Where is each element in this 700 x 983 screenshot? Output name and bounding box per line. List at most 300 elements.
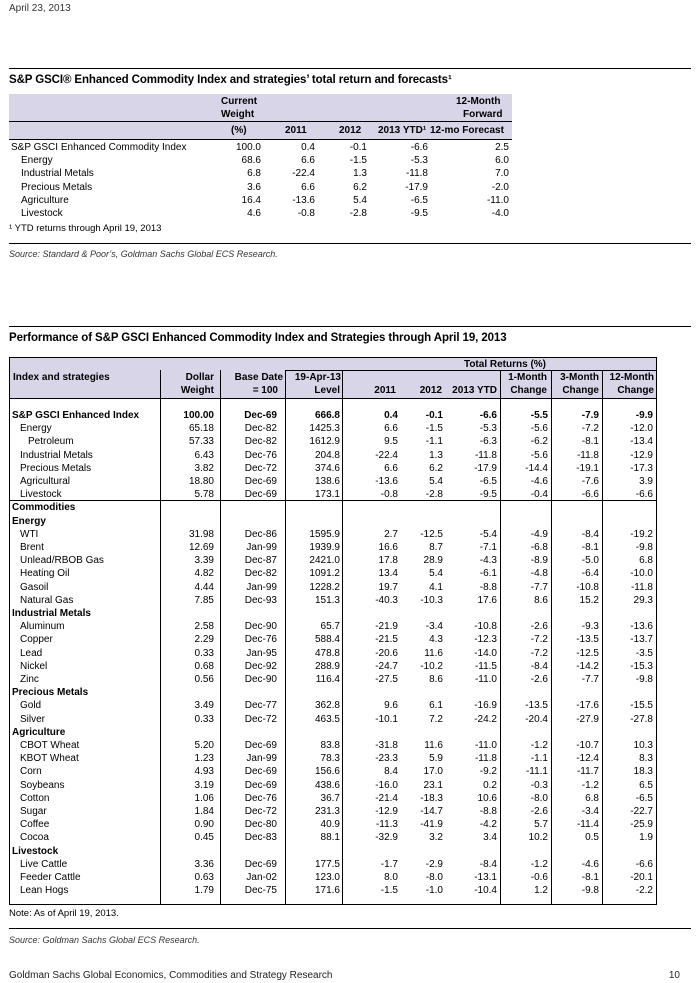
- cell-m12: -15.5: [630, 700, 653, 712]
- cell-y2011: -10.1: [375, 713, 398, 725]
- cell-level: 288.9: [314, 660, 340, 672]
- cell-b: -1.5: [349, 155, 367, 167]
- cell-ytd: -6.3: [479, 436, 497, 448]
- cell-base: Jan-02: [246, 872, 277, 883]
- cell-y2012: -12.5: [420, 528, 443, 540]
- cell-m1: -4.8: [530, 568, 548, 580]
- cell-w: 3.6: [247, 181, 261, 193]
- cell-ytd: -10.4: [474, 885, 497, 897]
- cell-ytd: -17.9: [474, 462, 497, 474]
- cell-ytd: -6.5: [479, 476, 497, 487]
- row-label: Agriculture: [21, 194, 69, 206]
- cell-level: 1091.2: [309, 568, 340, 580]
- cell-level: 1612.9: [309, 436, 340, 448]
- cell-m3: -7.2: [581, 423, 599, 435]
- cell-y2011: 19.7: [378, 581, 398, 593]
- table-row: [9, 155, 512, 168]
- cell-f: 2.5: [495, 142, 509, 153]
- cell-m12: -6.5: [635, 792, 653, 804]
- cell-b: -2.8: [349, 207, 367, 219]
- cell-level: 1228.2: [309, 581, 340, 593]
- cell-base: Dec-80: [244, 819, 277, 831]
- cell-c: -6.6: [410, 142, 428, 153]
- table-row: [10, 859, 656, 872]
- cell-y2011: 9.5: [384, 436, 398, 448]
- cell-y2011: -16.0: [375, 779, 398, 791]
- row-label: Petroleum: [28, 436, 74, 448]
- table1: [9, 94, 512, 221]
- col-2012: 2012: [339, 125, 362, 136]
- cell-level: 2421.0: [309, 555, 340, 567]
- cell-m3: -11.7: [576, 766, 599, 778]
- row-label: Industrial Metals: [12, 608, 91, 619]
- cell-m1: -2.6: [530, 621, 548, 633]
- cell-y2011: -13.6: [375, 476, 398, 487]
- cell-ytd: -10.8: [474, 621, 497, 633]
- cell-y2012: 8.7: [429, 542, 443, 553]
- table-row: [10, 714, 656, 727]
- cell-ytd: -16.9: [474, 700, 497, 712]
- cell-weight: 2.58: [194, 621, 214, 633]
- cell-m3: -9.8: [581, 885, 599, 897]
- row-label: Agricultural: [20, 476, 71, 487]
- row-label: Gold: [20, 700, 42, 712]
- cell-y2011: 6.6: [384, 423, 398, 435]
- cell-m12: 3.9: [639, 476, 653, 487]
- cell-m12: -13.7: [630, 634, 653, 646]
- cell-y2011: -21.5: [375, 634, 398, 646]
- cell-f: 7.0: [495, 168, 509, 180]
- cell-m3: 0.5: [585, 832, 599, 844]
- cell-m1: -13.5: [525, 700, 548, 712]
- cell-y2012: 7.2: [429, 713, 443, 725]
- row-label: Sugar: [20, 806, 47, 817]
- table2: [9, 357, 657, 905]
- cell-level: 463.5: [314, 713, 340, 725]
- cell-m1: -1.2: [530, 740, 548, 751]
- row-label: Energy: [21, 155, 53, 167]
- cell-level: 362.8: [314, 700, 340, 712]
- cell-y2012: -1.5: [425, 423, 443, 435]
- cell-base: Dec-69: [244, 779, 277, 791]
- col-level2: Level: [314, 385, 340, 396]
- cell-base: Dec-92: [244, 660, 277, 672]
- table-row: [10, 806, 656, 819]
- cell-y2011: -21.4: [375, 792, 398, 804]
- cell-ytd: -5.4: [479, 528, 497, 540]
- cell-f: -4.0: [491, 207, 509, 219]
- cell-weight: 0.33: [194, 647, 214, 659]
- col-weight: Weight: [180, 385, 214, 396]
- row-label: Aluminum: [20, 621, 65, 633]
- cell-y2011: -32.9: [375, 832, 398, 844]
- cell-ytd: -24.2: [474, 713, 497, 725]
- cell-y2011: 13.4: [378, 568, 398, 580]
- col-2011: 2011: [374, 385, 396, 396]
- cell-w: 6.8: [247, 168, 261, 180]
- cell-ytd: -5.3: [479, 423, 497, 435]
- cell-weight: 0.68: [194, 660, 214, 672]
- cell-y2011: 9.6: [384, 700, 398, 712]
- cell-ytd: -11.8: [474, 449, 497, 461]
- row-label: Corn: [20, 766, 42, 778]
- cell-m1: -14.4: [525, 462, 548, 474]
- cell-m3: -8.4: [581, 528, 599, 540]
- cell-y2012: -2.9: [425, 858, 443, 870]
- cell-y2011: -11.3: [375, 819, 398, 831]
- cell-b: 1.3: [353, 168, 367, 180]
- cell-weight: 1.84: [194, 806, 214, 817]
- table-row: [10, 661, 656, 674]
- table-row: [10, 595, 656, 608]
- cell-weight: 1.23: [194, 753, 214, 765]
- cell-ytd: 0.2: [483, 779, 497, 791]
- cell-m1: -8.0: [530, 792, 548, 804]
- row-label: Zinc: [20, 674, 39, 685]
- cell-y2012: 17.0: [423, 766, 443, 778]
- table-row: [10, 634, 656, 647]
- cell-level: 83.8: [320, 740, 340, 751]
- cell-y2012: 11.6: [424, 740, 443, 751]
- col-base: Base Date: [234, 372, 283, 383]
- table-row: [10, 423, 656, 436]
- cell-base: Dec-90: [244, 674, 277, 685]
- col-forecast: 12-mo Forecast: [430, 125, 504, 136]
- table2-title: Performance of S&P GSCI Enhanced Commodity Index and Strategies through April 19, 2013: [9, 332, 507, 344]
- cell-base: Dec-69: [244, 476, 277, 487]
- cell-y2012: 5.9: [429, 753, 443, 765]
- cell-m3: -27.9: [576, 713, 599, 725]
- row-label: Precious Metals: [20, 462, 92, 474]
- row-label: Silver: [20, 713, 46, 725]
- cell-weight: 3.49: [194, 700, 214, 712]
- page-number: 10: [668, 970, 680, 981]
- cell-m12: 6.8: [639, 555, 653, 567]
- cell-level: 40.9: [320, 819, 340, 831]
- row-label: Soybeans: [20, 779, 65, 791]
- cell-m1: -8.4: [530, 660, 548, 672]
- cell-b: 6.2: [353, 181, 367, 193]
- cell-ytd: -4.2: [479, 819, 497, 831]
- cell-y2012: -1.1: [425, 436, 443, 448]
- cell-y2012: -1.0: [425, 885, 443, 897]
- cell-m3: -5.0: [581, 555, 599, 567]
- cell-m1: -8.9: [530, 555, 548, 567]
- cell-m12: -15.3: [630, 660, 653, 672]
- divider: [9, 68, 691, 69]
- cell-m3: -14.2: [576, 660, 599, 672]
- cell-m12: -17.3: [630, 462, 653, 474]
- cell-base: Dec-82: [244, 423, 277, 435]
- cell-y2011: 17.8: [378, 555, 398, 567]
- cell-m1: -4.9: [530, 528, 548, 540]
- table-row: [10, 621, 656, 634]
- cell-m3: -7.6: [581, 476, 599, 487]
- col-3m-change: Change: [562, 385, 599, 396]
- cell-y2012: 6.2: [429, 462, 443, 474]
- table2-source: Source: Goldman Sachs Global ECS Research.: [9, 935, 200, 945]
- row-label: Precious Metals: [12, 687, 89, 699]
- table2-header: [10, 358, 656, 399]
- cell-base: Dec-77: [244, 700, 277, 712]
- cell-c: -9.5: [410, 207, 428, 219]
- cell-m1: -20.4: [525, 713, 548, 725]
- cell-a: 6.6: [301, 155, 315, 167]
- cell-ytd: -4.3: [479, 555, 497, 567]
- cell-weight: 0.33: [194, 713, 214, 725]
- table-row: [9, 168, 512, 181]
- table-row: [10, 436, 656, 449]
- row-label: Lead: [20, 647, 43, 659]
- divider: [9, 928, 691, 929]
- table2-note: Note: As of April 19, 2013.: [9, 908, 119, 919]
- cell-weight: 57.33: [188, 436, 214, 448]
- cell-weight: 5.20: [194, 740, 214, 751]
- cell-m1: -7.2: [530, 634, 548, 646]
- row-label: Gasoil: [20, 581, 49, 593]
- cell-y2011: 0.4: [384, 410, 398, 421]
- cell-level: 478.8: [314, 647, 340, 659]
- row-label: Unlead/RBOB Gas: [20, 555, 104, 567]
- cell-m1: -6.8: [530, 542, 548, 553]
- cell-m12: 10.3: [633, 740, 653, 751]
- cell-m1: -0.3: [530, 779, 548, 791]
- cell-ytd: -12.3: [474, 634, 497, 646]
- cell-m12: -25.9: [630, 819, 653, 831]
- cell-base: Dec-82: [244, 436, 277, 448]
- col-base2: = 100: [252, 385, 278, 396]
- table-row: [9, 182, 512, 195]
- table-row: [10, 766, 656, 779]
- cell-m1: -5.5: [530, 410, 548, 421]
- report-date: April 23, 2013: [9, 3, 71, 14]
- divider: [9, 326, 691, 327]
- row-label: Heating Oil: [20, 568, 70, 580]
- cell-base: Dec-76: [244, 449, 277, 461]
- row-label: Lean Hogs: [20, 885, 69, 897]
- cell-m3: -10.7: [576, 740, 599, 751]
- col-weight: Weight: [221, 109, 255, 120]
- cell-y2011: -1.5: [380, 885, 398, 897]
- cell-weight: 100.00: [183, 410, 214, 421]
- col-dollar: Dollar: [185, 372, 214, 383]
- cell-level: 123.0: [314, 872, 340, 883]
- cell-weight: 4.82: [194, 568, 214, 580]
- cell-y2012: -10.2: [420, 660, 443, 672]
- cell-c: -5.3: [410, 155, 428, 167]
- cell-m12: -20.1: [630, 872, 653, 883]
- section-heading: [10, 516, 656, 529]
- row-label: S&P GSCI Enhanced Index: [12, 410, 140, 421]
- cell-m1: -1.1: [530, 753, 548, 765]
- cell-base: Jan-99: [246, 581, 277, 593]
- cell-ytd: 17.6: [477, 594, 497, 606]
- cell-m3: -10.8: [576, 581, 599, 593]
- cell-y2011: -22.4: [375, 449, 398, 461]
- cell-m1: -2.6: [530, 806, 548, 817]
- row-label: Copper: [20, 634, 53, 646]
- row-label: Cotton: [20, 792, 50, 804]
- table-row: [10, 476, 656, 489]
- cell-m1: -2.6: [530, 674, 548, 685]
- cell-m3: -1.2: [581, 779, 599, 791]
- cell-base: Dec-69: [244, 489, 277, 501]
- cell-weight: 12.69: [188, 542, 214, 553]
- col-pct: (%): [231, 125, 247, 136]
- table-row: [10, 463, 656, 476]
- cell-level: 151.3: [314, 594, 340, 606]
- cell-m3: -8.1: [581, 436, 599, 448]
- cell-y2012: 28.9: [423, 555, 443, 567]
- col-level: 19-Apr-13: [294, 372, 341, 383]
- cell-m12: -9.8: [635, 674, 653, 685]
- cell-m12: -10.0: [630, 568, 653, 580]
- cell-c: -17.9: [405, 181, 428, 193]
- cell-y2012: -41.9: [420, 819, 443, 831]
- row-label: Natural Gas: [20, 594, 74, 606]
- cell-y2011: 6.6: [384, 462, 398, 474]
- section-heading: [10, 608, 656, 621]
- cell-m3: -7.7: [581, 674, 599, 685]
- cell-level: 438.6: [314, 779, 340, 791]
- cell-y2012: 5.4: [429, 568, 443, 580]
- col-12m: 12-Month: [609, 372, 654, 383]
- cell-ytd: -8.8: [479, 581, 497, 593]
- cell-m12: -6.6: [635, 489, 653, 501]
- cell-a: -0.8: [297, 207, 315, 219]
- cell-base: Dec-69: [244, 766, 277, 778]
- col-index: Index and strategies: [13, 372, 110, 383]
- table-row: [10, 555, 656, 568]
- cell-y2012: 11.6: [424, 647, 443, 659]
- cell-m3: -6.6: [581, 489, 599, 501]
- col-ytd: 2013 YTD¹: [378, 125, 427, 136]
- cell-level: 374.6: [314, 462, 340, 474]
- cell-m3: -8.1: [581, 542, 599, 553]
- table-row: [10, 674, 656, 687]
- cell-c: -6.5: [410, 194, 428, 206]
- cell-m3: -9.3: [581, 621, 599, 633]
- row-label: Industrial Metals: [21, 168, 94, 180]
- cell-y2011: -12.9: [375, 806, 398, 817]
- cell-ytd: -6.6: [479, 410, 497, 421]
- cell-level: 88.1: [320, 832, 340, 844]
- cell-base: Dec-76: [244, 792, 277, 804]
- cell-m3: 15.2: [579, 594, 599, 606]
- cell-base: Dec-72: [244, 713, 277, 725]
- cell-weight: 3.19: [194, 779, 214, 791]
- cell-level: 36.7: [320, 792, 340, 804]
- cell-y2012: -2.8: [425, 489, 443, 501]
- cell-weight: 4.44: [194, 581, 214, 593]
- cell-m3: -17.6: [576, 700, 599, 712]
- cell-y2011: 8.0: [384, 872, 398, 883]
- cell-y2012: -0.1: [425, 410, 443, 421]
- cell-y2011: -31.8: [375, 740, 398, 751]
- cell-y2012: 6.1: [429, 700, 443, 712]
- row-label: Energy: [20, 423, 52, 435]
- cell-m3: -13.5: [576, 634, 599, 646]
- cell-m1: -4.6: [530, 476, 548, 487]
- col-1m-change: Change: [510, 385, 547, 396]
- cell-base: Dec-86: [244, 528, 277, 540]
- cell-y2012: -3.4: [425, 621, 443, 633]
- cell-weight: 3.39: [194, 555, 214, 567]
- cell-level: 116.4: [315, 674, 340, 685]
- table-row: [10, 780, 656, 793]
- table-row: [9, 208, 512, 221]
- cell-level: 588.4: [314, 634, 340, 646]
- cell-m3: 6.8: [585, 792, 599, 804]
- table-row: [10, 740, 656, 753]
- cell-base: Dec-82: [244, 568, 277, 580]
- col-fwd2: Forward: [463, 109, 503, 120]
- cell-base: Dec-69: [244, 740, 277, 751]
- cell-ytd: -7.1: [479, 542, 497, 553]
- cell-y2012: 8.6: [429, 674, 443, 685]
- cell-weight: 18.80: [188, 476, 214, 487]
- table-row: [9, 142, 512, 155]
- cell-ytd: -9.2: [479, 766, 497, 778]
- cell-m1: 1.2: [534, 885, 548, 897]
- cell-weight: 3.82: [194, 462, 214, 474]
- cell-level: 1595.9: [309, 528, 340, 540]
- cell-w: 16.4: [241, 194, 261, 206]
- cell-m12: -27.8: [630, 713, 653, 725]
- cell-m1: -7.7: [530, 581, 548, 593]
- cell-m1: 10.2: [528, 832, 548, 844]
- cell-ytd: -13.1: [474, 872, 497, 883]
- cell-m3: -19.1: [576, 462, 599, 474]
- cell-y2011: -40.3: [375, 594, 398, 606]
- table-row: [10, 753, 656, 766]
- cell-weight: 3.36: [194, 858, 214, 870]
- cell-y2012: 4.3: [429, 634, 443, 646]
- cell-y2011: -27.5: [375, 674, 398, 685]
- col-2012: 2012: [419, 385, 442, 396]
- cell-m1: -5.6: [530, 449, 548, 461]
- cell-base: Dec-72: [244, 806, 277, 817]
- section-heading: [10, 687, 656, 700]
- cell-base: Jan-99: [246, 542, 277, 553]
- cell-m3: -7.9: [581, 410, 599, 421]
- cell-f: -11.0: [486, 194, 509, 206]
- cell-y2011: 16.6: [378, 542, 398, 553]
- cell-base: Dec-90: [244, 621, 277, 633]
- cell-weight: 31.98: [188, 528, 214, 540]
- cell-y2012: -8.0: [425, 872, 443, 883]
- table-row: [10, 872, 656, 885]
- cell-level: 177.5: [314, 858, 340, 870]
- cell-w: 4.6: [247, 207, 261, 219]
- table-row: [10, 793, 656, 806]
- cell-ytd: -8.8: [479, 806, 497, 817]
- cell-ytd: -11.0: [474, 674, 497, 685]
- cell-ytd: -8.4: [479, 858, 497, 870]
- table-row: [10, 832, 656, 845]
- cell-weight: 0.90: [194, 819, 214, 831]
- cell-y2012: -14.7: [420, 806, 443, 817]
- cell-w: 68.6: [241, 155, 261, 167]
- cell-level: 1939.9: [309, 542, 340, 553]
- cell-m12: -22.7: [630, 806, 653, 817]
- cell-m3: -4.6: [581, 858, 599, 870]
- cell-y2012: 4.1: [429, 581, 443, 593]
- cell-ytd: -11.8: [474, 753, 497, 765]
- row-label: Livestock: [12, 845, 59, 857]
- cell-y2011: -24.7: [375, 660, 398, 672]
- cell-base: Dec-69: [244, 858, 277, 870]
